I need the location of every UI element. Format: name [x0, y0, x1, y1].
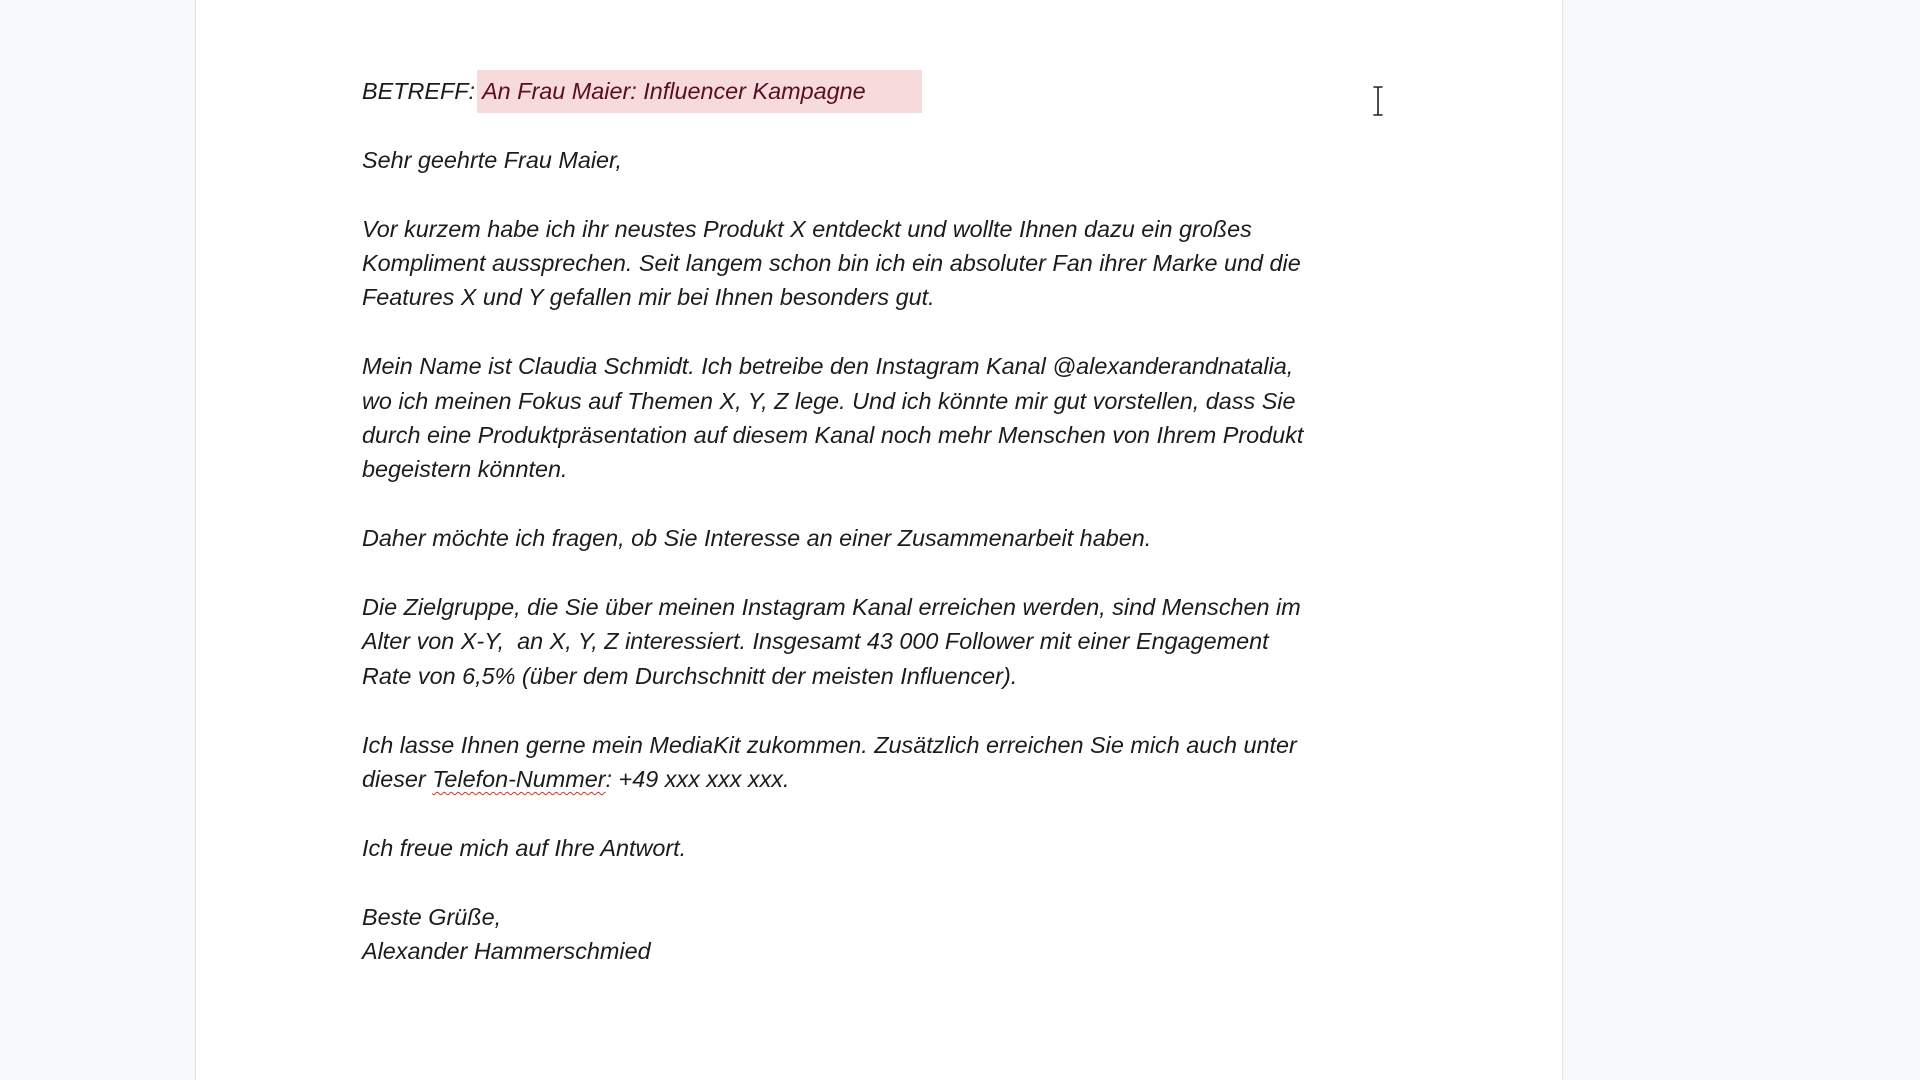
paragraph-line: Vor kurzem habe ich ihr neustes Produkt X entdeckt und wollte Ihnen dazu ein großes [362, 215, 1252, 242]
paragraph-line: durch eine Produktpräsentation auf diesem Kanal noch mehr Menschen von Ihrem Produkt [362, 422, 1304, 449]
paragraph-line: Rate von 6,5% (über dem Durchschnitt der meisten Influencer). [362, 662, 1018, 689]
signature-name: Alexander Hammerschmied [362, 938, 651, 965]
document-page[interactable] [196, 0, 1562, 1080]
paragraph-closing-remark[interactable] [362, 831, 1402, 865]
paragraph-compliment[interactable] [362, 212, 1402, 315]
contact-phone: : +49 xxx xxx xxx. [605, 766, 790, 793]
paragraph-line: wo ich meinen Fokus auf Themen X, Y, Z lege. Und ich könnte mir gut vorstellen, dass Sie [362, 387, 1296, 414]
paragraph-line: begeistern könnten. [362, 456, 568, 483]
paragraph-line: Die Zielgruppe, die Sie über meinen Instagram Kanal erreichen werden, sind Menschen im [362, 594, 1301, 621]
paragraph-audience[interactable] [362, 590, 1402, 693]
subject-selected-text[interactable]: An Frau Maier: Influencer Kampagne [477, 70, 922, 113]
contact-prefix: dieser [362, 766, 433, 793]
paragraph-line: Daher möchte ich fragen, ob Sie Interesse an einer Zusammenarbeit haben. [362, 525, 1152, 552]
paragraph-line: Ich lasse Ihnen gerne mein MediaKit zukommen. Zusätzlich erreichen Sie mich auch unter [362, 731, 1297, 758]
paragraph-line: Kompliment aussprechen. Seit langem schon bin ich ein absoluter Fan ihrer Marke und die [362, 250, 1301, 276]
paragraph-line: Ich freue mich auf Ihre Antwort. [362, 834, 687, 861]
paragraph-contact[interactable] [362, 728, 1402, 797]
subject-line[interactable] [362, 74, 1402, 108]
greeting-text: Sehr geehrte Frau Maier, [362, 146, 623, 173]
subject-label: BETREFF: [362, 78, 476, 104]
paragraph-question[interactable] [362, 521, 1402, 555]
spellcheck-flagged-word[interactable]: Telefon-Nummer [432, 766, 606, 793]
paragraph-line [362, 762, 1402, 796]
paragraph-line: Alter von X-Y, an X, Y, Z interessiert. Insgesamt 43 000 Follower mit einer Engagement [362, 628, 1269, 655]
closing-text: Beste Grüße, [362, 903, 502, 930]
document-body[interactable] [362, 74, 1402, 968]
text-cursor-icon [1372, 86, 1384, 116]
paragraph-line: Mein Name ist Claudia Schmidt. Ich betreibe den Instagram Kanal @alexanderandnatalia, [362, 353, 1294, 380]
greeting[interactable] [362, 143, 1402, 177]
paragraph-line: Features X und Y gefallen mir bei Ihnen besonders gut. [362, 284, 935, 311]
paragraph-introduction[interactable] [362, 349, 1402, 487]
sign-off[interactable] [362, 900, 1402, 969]
